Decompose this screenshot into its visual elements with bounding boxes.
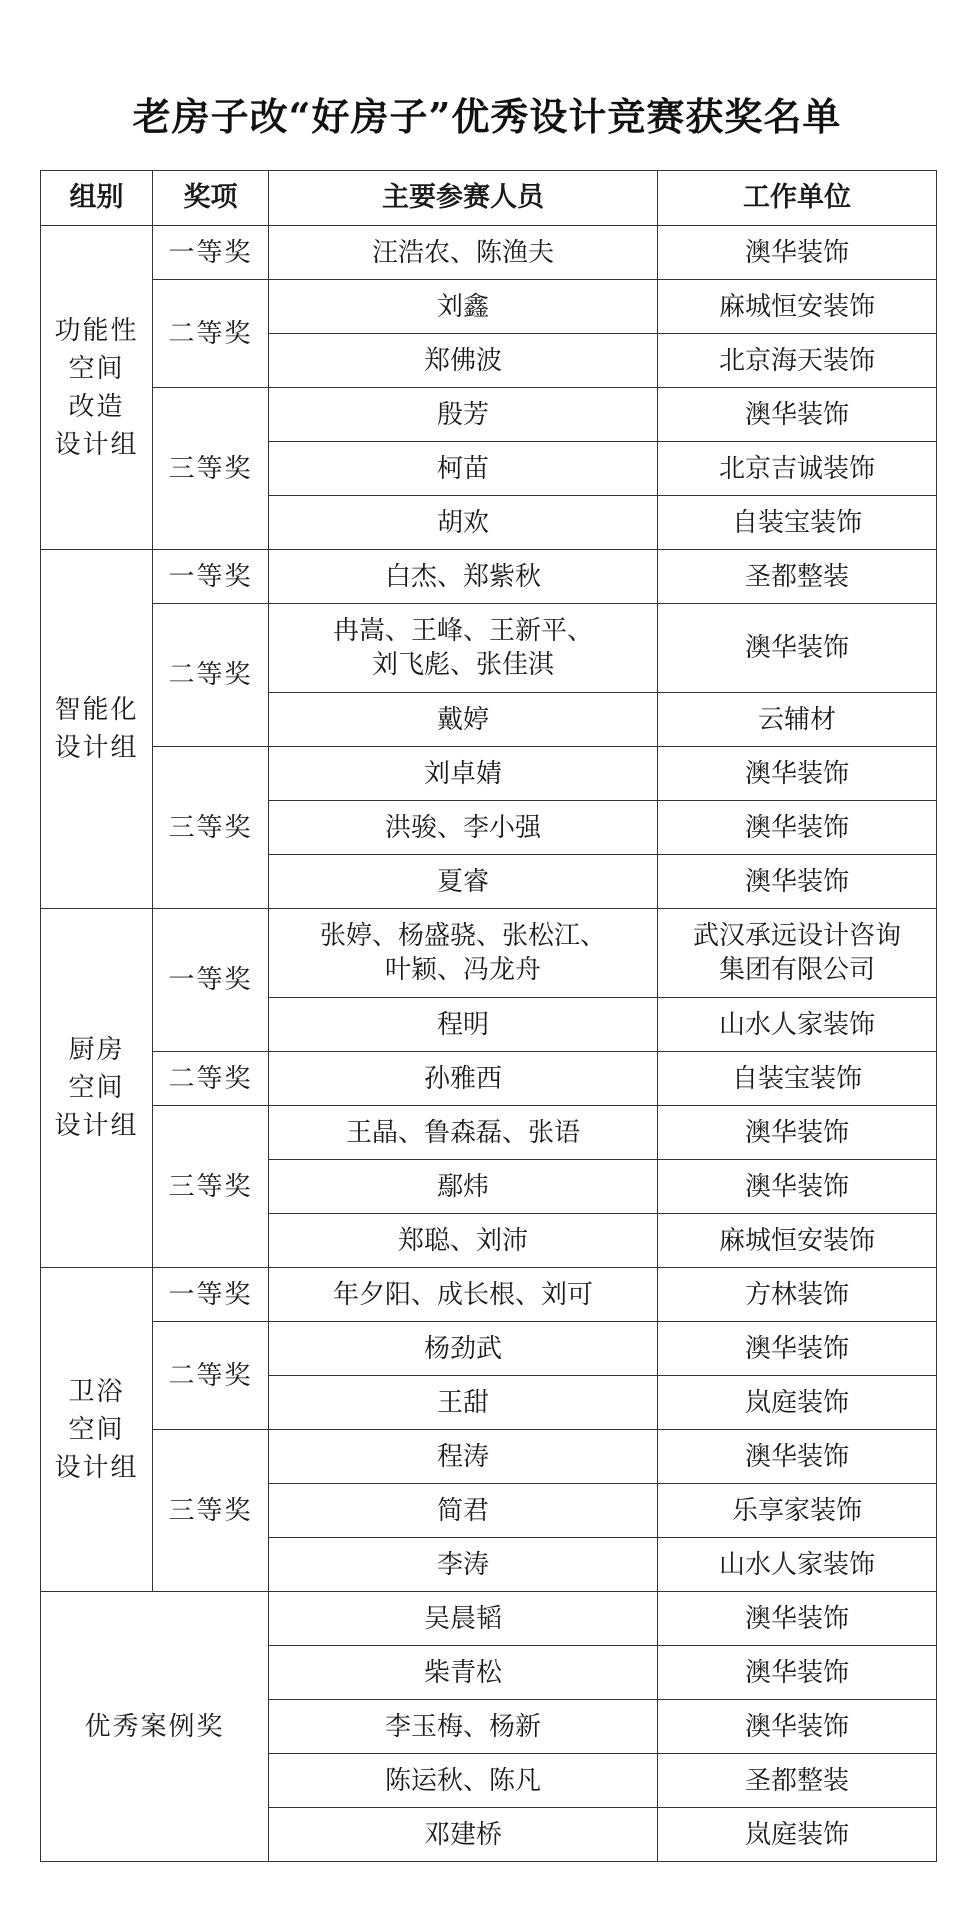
people-cell-text: 王晶、鲁森磊、张语 <box>345 1117 580 1148</box>
group-cell-text: 卫浴 <box>68 1376 125 1407</box>
org-cell-text: 武汉承远设计咨询 <box>692 921 901 951</box>
group-cell <box>41 1268 153 1592</box>
org-cell <box>658 1646 937 1700</box>
org-cell <box>658 1268 937 1322</box>
org-cell <box>658 1322 937 1376</box>
org-cell <box>658 226 937 280</box>
people-cell <box>269 1322 658 1376</box>
org-cell <box>658 604 937 693</box>
org-cell-text: 方林装饰 <box>744 1279 849 1310</box>
table-row <box>41 1322 937 1376</box>
people-cell <box>269 1808 658 1862</box>
org-cell <box>658 1754 937 1808</box>
group-cell-text: 设计组 <box>54 429 139 460</box>
org-cell <box>658 998 937 1052</box>
org-cell-text: 澳华装饰 <box>744 1711 849 1742</box>
people-cell <box>269 334 658 388</box>
header-people: 主要参赛人员 <box>269 171 658 226</box>
people-cell <box>269 388 658 442</box>
excellent-award-cell-text: 优秀案例奖 <box>84 1711 225 1742</box>
table-row <box>41 604 937 693</box>
people-cell <box>269 1376 658 1430</box>
award-cell-text: 三等奖 <box>168 1495 253 1526</box>
org-cell <box>658 1430 937 1484</box>
award-cell-text: 一等奖 <box>168 561 253 592</box>
group-cell-text: 设计组 <box>54 1111 139 1141</box>
table-row <box>41 909 937 998</box>
org-cell <box>658 1700 937 1754</box>
org-cell-text: 自装宝装饰 <box>731 1063 862 1094</box>
org-cell <box>658 1484 937 1538</box>
people-cell <box>269 909 658 998</box>
group-cell-text: 厨房 <box>68 1035 125 1065</box>
table-row <box>41 747 937 801</box>
people-cell <box>269 747 658 801</box>
org-cell <box>658 1808 937 1862</box>
people-cell-text: 戴婷 <box>436 704 489 735</box>
group-cell-text: 改造 <box>68 391 125 422</box>
org-cell-text: 岚庭装饰 <box>744 1819 849 1850</box>
org-cell <box>658 334 937 388</box>
people-cell <box>269 855 658 909</box>
org-cell-text: 圣都整装 <box>744 1765 849 1796</box>
people-cell-text: 柴青松 <box>423 1657 502 1688</box>
award-cell <box>153 909 269 1052</box>
people-cell <box>269 1700 658 1754</box>
people-cell-text: 胡欢 <box>436 507 489 538</box>
people-cell-text: 吴晨韬 <box>423 1603 502 1634</box>
org-cell <box>658 1592 937 1646</box>
people-cell <box>269 442 658 496</box>
org-cell-text: 云辅材 <box>757 704 836 735</box>
org-cell-text: 澳华装饰 <box>744 1171 849 1202</box>
people-cell-text: 刘卓婧 <box>423 758 502 789</box>
people-cell-text: 王甜 <box>436 1387 489 1418</box>
award-cell <box>153 226 269 280</box>
org-cell <box>658 1214 937 1268</box>
people-cell-text: 刘鑫 <box>436 291 489 322</box>
table-header-row <box>41 171 937 226</box>
group-cell-text: 设计组 <box>54 733 139 763</box>
people-cell-text: 年夕阳、成长根、刘可 <box>332 1279 593 1310</box>
table-row <box>41 1430 937 1484</box>
org-cell-text: 澳华装饰 <box>744 866 849 897</box>
org-cell-text: 澳华装饰 <box>744 758 849 789</box>
org-cell-text: 澳华装饰 <box>744 633 849 663</box>
people-cell-text: 白杰、郑紫秋 <box>384 561 541 592</box>
people-cell-text: 郑聪、刘沛 <box>397 1225 528 1256</box>
people-cell-text: 叶颖、冯龙舟 <box>384 955 541 985</box>
people-cell <box>269 1160 658 1214</box>
award-cell-text: 三等奖 <box>168 1171 253 1202</box>
table-row <box>41 550 937 604</box>
people-cell-text: 杨劲武 <box>423 1333 502 1364</box>
table-row <box>41 226 937 280</box>
people-cell <box>269 1430 658 1484</box>
table-row <box>41 1268 937 1322</box>
people-cell <box>269 1754 658 1808</box>
org-cell-text: 澳华装饰 <box>744 1117 849 1148</box>
org-cell <box>658 747 937 801</box>
award-cell <box>153 604 269 747</box>
org-cell-text: 北京海天装饰 <box>718 345 875 376</box>
org-cell-text: 山水人家装饰 <box>718 1009 875 1040</box>
people-cell-text: 夏睿 <box>436 866 489 897</box>
award-cell <box>153 747 269 909</box>
people-cell-text: 柯苗 <box>436 453 489 484</box>
people-cell <box>269 1592 658 1646</box>
people-cell <box>269 280 658 334</box>
group-cell-text: 空间 <box>68 1414 125 1445</box>
table-row <box>41 280 937 334</box>
org-cell-text: 乐享家装饰 <box>731 1495 862 1526</box>
org-cell-text: 澳华装饰 <box>744 1333 849 1364</box>
people-cell <box>269 693 658 747</box>
people-cell-text: 郑佛波 <box>423 345 502 376</box>
people-cell-text: 简君 <box>436 1495 489 1526</box>
award-cell-text: 三等奖 <box>168 812 253 843</box>
people-cell-text: 李玉梅、杨新 <box>384 1711 541 1742</box>
people-cell <box>269 1214 658 1268</box>
people-cell <box>269 604 658 693</box>
org-cell-text: 澳华装饰 <box>744 399 849 430</box>
award-cell <box>153 1322 269 1430</box>
award-cell <box>153 1106 269 1268</box>
group-cell-text: 空间 <box>68 353 125 384</box>
org-cell <box>658 1160 937 1214</box>
header-org: 工作单位 <box>658 171 937 226</box>
people-cell <box>269 998 658 1052</box>
people-cell-text: 陈运秋、陈凡 <box>384 1765 541 1796</box>
people-cell-text: 刘飞彪、张佳淇 <box>371 650 554 680</box>
header-group: 组别 <box>41 171 153 226</box>
org-cell <box>658 693 937 747</box>
org-cell-text: 澳华装饰 <box>744 1657 849 1688</box>
people-cell <box>269 801 658 855</box>
org-cell <box>658 442 937 496</box>
people-cell-text: 洪骏、李小强 <box>384 812 541 843</box>
org-cell <box>658 1106 937 1160</box>
org-cell <box>658 388 937 442</box>
people-cell-text: 张婷、杨盛骁、张松江、 <box>319 921 606 951</box>
award-cell-text: 二等奖 <box>168 1360 253 1391</box>
group-cell-text: 智能化 <box>54 695 139 725</box>
award-cell-text: 一等奖 <box>168 237 253 268</box>
award-cell <box>153 1268 269 1322</box>
people-cell <box>269 1646 658 1700</box>
people-cell-text: 冉嵩、王峰、王新平、 <box>332 616 593 646</box>
org-cell <box>658 496 937 550</box>
people-cell-text: 程涛 <box>436 1441 489 1472</box>
people-cell-text: 程明 <box>436 1009 489 1040</box>
award-cell-text: 二等奖 <box>168 660 253 690</box>
award-cell-text: 二等奖 <box>168 1063 253 1094</box>
table-row <box>41 1106 937 1160</box>
people-cell-text: 李涛 <box>436 1549 489 1580</box>
people-cell-text: 鄢炜 <box>436 1171 489 1202</box>
people-cell <box>269 1268 658 1322</box>
group-cell <box>41 226 153 550</box>
people-cell <box>269 550 658 604</box>
org-cell <box>658 855 937 909</box>
org-cell <box>658 1376 937 1430</box>
org-cell <box>658 909 937 998</box>
org-cell-text: 山水人家装饰 <box>718 1549 875 1580</box>
org-cell-text: 麻城恒安装饰 <box>718 1225 875 1256</box>
table-row <box>41 388 937 442</box>
award-cell-text: 三等奖 <box>168 453 253 484</box>
group-cell <box>41 550 153 909</box>
org-cell <box>658 1538 937 1592</box>
org-cell-text: 集团有限公司 <box>718 955 875 985</box>
people-cell <box>269 496 658 550</box>
header-award: 奖项 <box>153 171 269 226</box>
people-cell <box>269 1484 658 1538</box>
org-cell <box>658 280 937 334</box>
page-title: 老房子改“好房子”优秀设计竞赛获奖名单 <box>132 94 842 139</box>
people-cell <box>269 1052 658 1106</box>
people-cell-text: 邓建桥 <box>423 1819 502 1850</box>
people-cell-text: 孙雅西 <box>423 1063 502 1094</box>
org-cell <box>658 550 937 604</box>
group-cell-text: 设计组 <box>54 1452 139 1483</box>
award-cell <box>153 550 269 604</box>
org-cell-text: 澳华装饰 <box>744 1603 849 1634</box>
table-row <box>41 1052 937 1106</box>
group-cell <box>41 909 153 1268</box>
org-cell-text: 圣都整装 <box>744 561 849 592</box>
award-cell <box>153 388 269 550</box>
org-cell-text: 澳华装饰 <box>744 237 849 268</box>
people-cell-text: 汪浩农、陈渔夫 <box>371 237 554 268</box>
excellent-award-cell <box>41 1592 269 1862</box>
org-cell-text: 自装宝装饰 <box>731 507 862 538</box>
award-cell-text: 二等奖 <box>168 318 253 349</box>
group-cell-text: 空间 <box>68 1073 125 1103</box>
award-cell-text: 一等奖 <box>168 965 253 995</box>
org-cell-text: 澳华装饰 <box>744 1441 849 1472</box>
group-cell-text: 功能性 <box>54 315 139 346</box>
people-cell-text: 殷芳 <box>436 399 489 430</box>
award-cell-text: 一等奖 <box>168 1279 253 1310</box>
table-body <box>41 226 937 1862</box>
people-cell <box>269 1538 658 1592</box>
award-table <box>40 170 937 1862</box>
org-cell <box>658 801 937 855</box>
org-cell-text: 澳华装饰 <box>744 812 849 843</box>
org-cell-text: 岚庭装饰 <box>744 1387 849 1418</box>
org-cell-text: 麻城恒安装饰 <box>718 291 875 322</box>
org-cell <box>658 1052 937 1106</box>
award-cell <box>153 280 269 388</box>
award-cell <box>153 1052 269 1106</box>
people-cell <box>269 226 658 280</box>
org-cell-text: 北京吉诚装饰 <box>718 453 875 484</box>
table-row <box>41 1592 937 1646</box>
people-cell <box>269 1106 658 1160</box>
award-cell <box>153 1430 269 1592</box>
